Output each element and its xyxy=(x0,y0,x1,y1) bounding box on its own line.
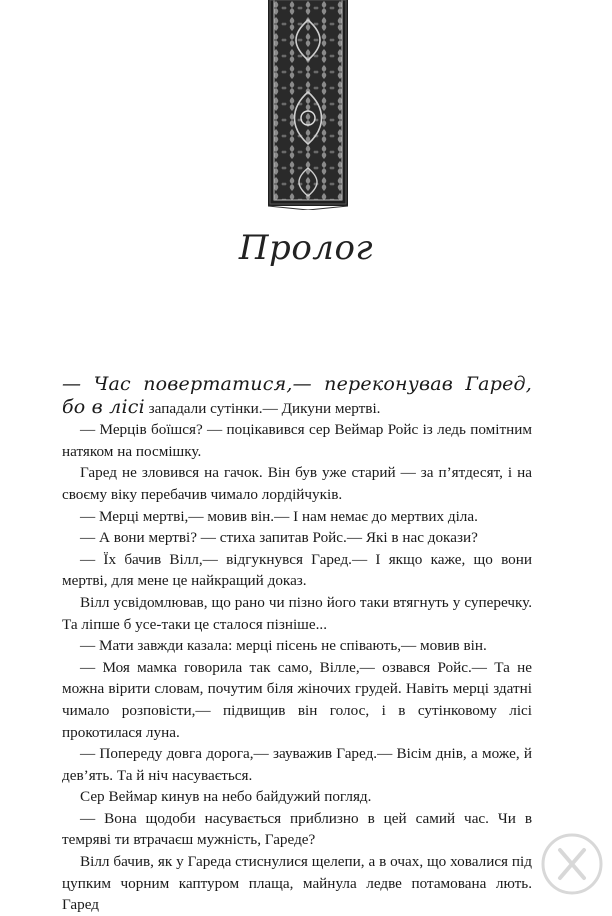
opening-rest: западали сутінки.— Дикуни мертві. xyxy=(148,399,381,417)
paragraph: Сер Веймар кинув на небо байдужий погляд. xyxy=(80,788,372,806)
opening-lead: — Час повертатися,— переконував Гаред, бо в лісі xyxy=(62,373,532,418)
x-circle-watermark-icon xyxy=(540,832,604,896)
paragraph: — Мерців боїшся? — поцікавився сер Веймар Ройс із ледь помітним натяком на посмішку. xyxy=(62,421,532,460)
paragraph: — Попереду довга дорога,— зауважив Гаред.— Вісім днів, а може, й дев’ять. Та й ніч насувається. xyxy=(62,745,532,784)
opening-paragraph xyxy=(62,374,532,419)
paragraph: Гаред не зловився на гачок. Він був уже старий — за п’ятдесят, і на своєму віку перебачив чимало лордійчуків. xyxy=(62,464,532,503)
paragraph: — Моя мамка говорила так само, Вілле,— озвався Ройс.— Та не можна вірити словам, почутим біля жіночих грудей. Навіть мерці здатні чимало розповісти,— підвищив він голос, і в сутінковому лісі прокотилася луна. xyxy=(62,658,532,741)
paragraph: — Мерці мертві,— мовив він.— І нам немає до мертвих діла. xyxy=(80,507,478,525)
paragraph: — Вона щодоби насувається приблизно в цей самий час. Чи в темряві ти втрачаєш мужність, Гареде? xyxy=(62,809,532,849)
paragraph: Вілл усвідомлював, що рано чи пізно його таки втягнуть у суперечку. Та ліпше б усе-таки це сталося пізніше... xyxy=(62,593,532,633)
paragraph: — Їх бачив Вілл,— відгукнувся Гаред.— І якщо каже, що вони мертві, для мене це найкращий доказ. xyxy=(62,550,532,590)
body-text xyxy=(62,374,532,916)
paragraph: Вілл бачив, як у Гареда стиснулися щелепи, а в очах, що ховалися під цупким чорним каптуром плаща, майнула ледве потамована лють. Гаред xyxy=(62,853,532,914)
paragraph: — Мати завжди казала: мерці пісень не співають,— мовив він. xyxy=(80,637,487,655)
ornamental-band-icon xyxy=(268,0,348,210)
paragraph: — А вони мертві? — стиха запитав Ройс.— Які в нас докази? xyxy=(80,529,478,547)
chapter-title: Пролог xyxy=(238,228,374,268)
